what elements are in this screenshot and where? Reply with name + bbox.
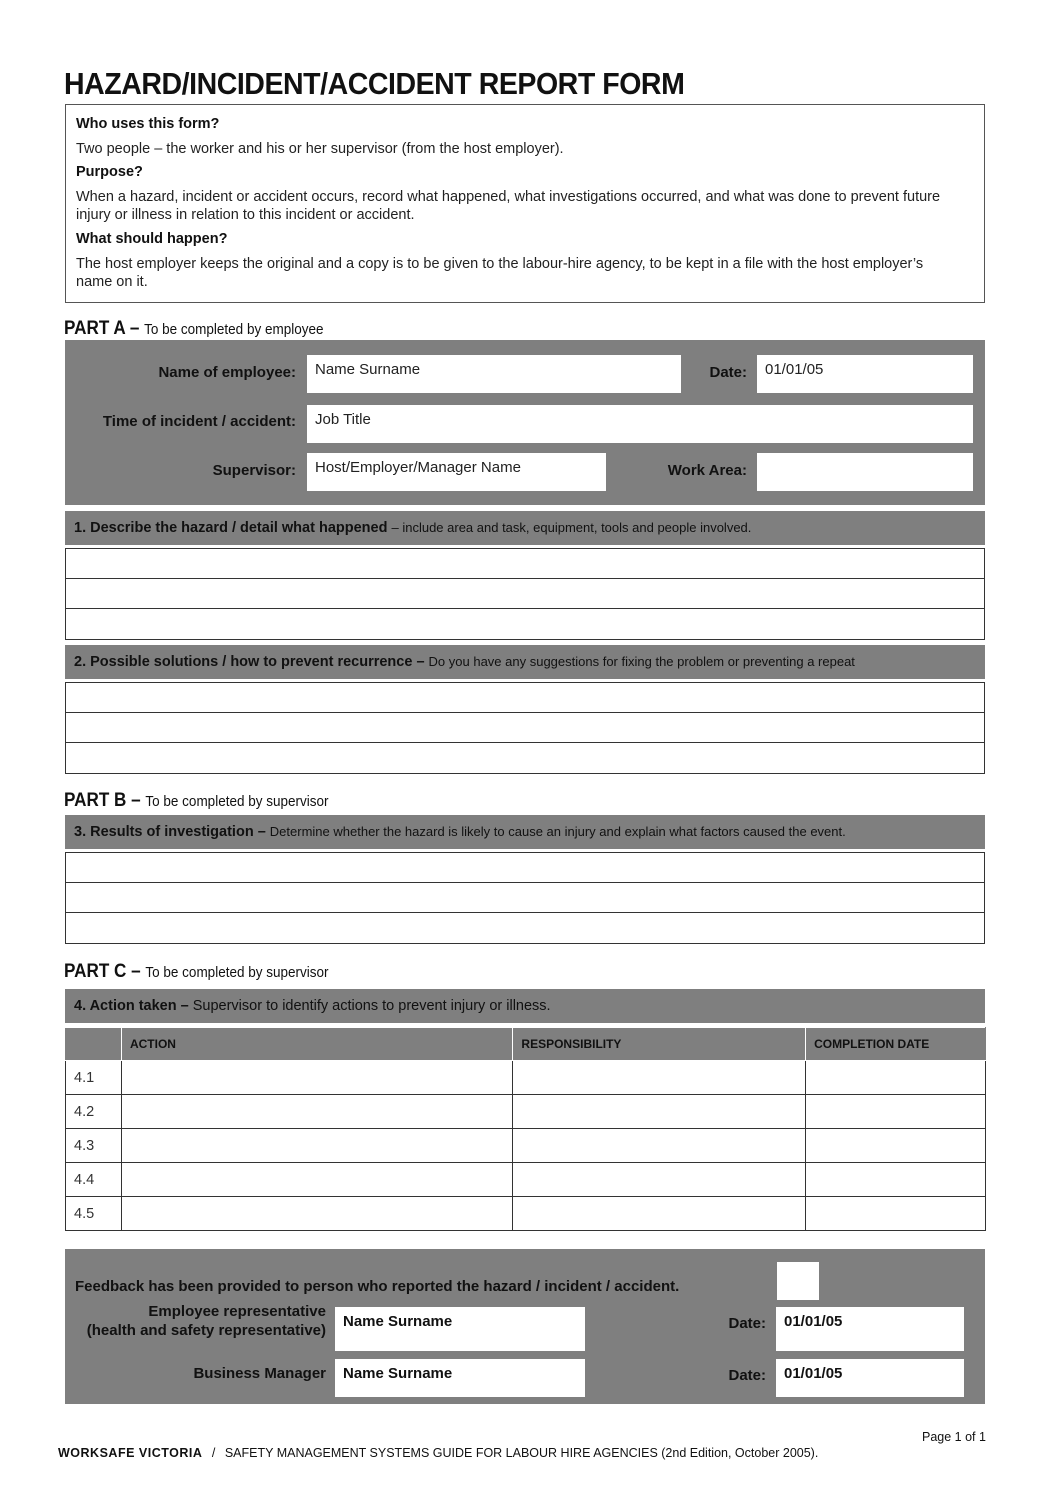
table-row xyxy=(66,1095,986,1129)
employee-rep-field[interactable]: Name Surname xyxy=(335,1307,585,1351)
responsibility-cell[interactable] xyxy=(513,1129,806,1163)
footer xyxy=(58,1446,818,1460)
writing-line[interactable] xyxy=(66,713,984,743)
feedback-date1-field[interactable]: 01/01/05 xyxy=(776,1307,964,1351)
responsibility-cell[interactable] xyxy=(513,1197,806,1231)
row-number: 4.5 xyxy=(66,1197,122,1231)
action-number-header xyxy=(66,1028,122,1061)
employee-name-label: Name of employee: xyxy=(158,364,296,381)
part-b-heading xyxy=(64,790,329,812)
action-table xyxy=(65,1027,986,1231)
action-cell[interactable] xyxy=(121,1129,512,1163)
table-row xyxy=(66,1061,986,1095)
intro-question-who: Who uses this form? xyxy=(76,116,220,132)
part-c-heading xyxy=(64,961,329,983)
intro-question-purpose: Purpose? xyxy=(76,164,143,180)
responsibility-header: RESPONSIBILITY xyxy=(513,1028,806,1061)
part-c-subtitle: To be completed by supervisor xyxy=(145,964,329,981)
part-b-label: PART B – xyxy=(64,790,141,811)
writing-line[interactable] xyxy=(66,743,984,773)
form-title: HAZARD/INCIDENT/ACCIDENT REPORT FORM xyxy=(64,66,685,101)
footer-org: WORKSAFE VICTORIA xyxy=(58,1446,203,1460)
employee-name-field[interactable]: Name Surname xyxy=(307,355,681,393)
supervisor-label: Supervisor: xyxy=(212,462,296,479)
row-number: 4.4 xyxy=(66,1163,122,1197)
part-b-subtitle: To be completed by supervisor xyxy=(145,793,329,810)
completion-date-cell[interactable] xyxy=(806,1197,986,1231)
writing-line[interactable] xyxy=(66,883,984,913)
writing-line[interactable] xyxy=(66,913,984,943)
section-1-lines[interactable] xyxy=(65,548,985,640)
section-1-description: – include area and task, equipment, tools and people involved. xyxy=(391,520,752,535)
section-1-title: 1. Describe the hazard / detail what happened xyxy=(74,520,388,536)
action-header: ACTION xyxy=(121,1028,512,1061)
business-manager-label: Business Manager xyxy=(193,1365,326,1382)
responsibility-cell[interactable] xyxy=(513,1061,806,1095)
writing-line[interactable] xyxy=(66,683,984,713)
feedback-date2-field[interactable]: 01/01/05 xyxy=(776,1359,964,1397)
table-row xyxy=(66,1197,986,1231)
employee-rep-label-line2: (health and safety representative) xyxy=(86,1322,326,1339)
business-manager-field[interactable]: Name Surname xyxy=(335,1359,585,1397)
responsibility-cell[interactable] xyxy=(513,1163,806,1197)
completion-date-cell[interactable] xyxy=(806,1061,986,1095)
completion-date-cell[interactable] xyxy=(806,1129,986,1163)
employee-rep-label-line1: Employee representative xyxy=(148,1303,326,1320)
part-c-label: PART C – xyxy=(64,961,141,982)
responsibility-cell[interactable] xyxy=(513,1095,806,1129)
section-2-header xyxy=(65,645,985,679)
date-label: Date: xyxy=(709,364,747,381)
intro-answer-purpose: When a hazard, incident or accident occurs, record what happened, what investigations occurred, and what was done to prevent future injury or illness in relation to this incident or accident. xyxy=(76,189,941,223)
feedback-date1-label: Date: xyxy=(728,1315,766,1332)
feedback-date2-label: Date: xyxy=(728,1367,766,1384)
section-3-header xyxy=(65,815,985,849)
page-number: Page 1 of 1 xyxy=(922,1430,986,1444)
incident-time-field[interactable]: Job Title xyxy=(307,405,973,443)
footer-text: SAFETY MANAGEMENT SYSTEMS GUIDE FOR LABOUR HIRE AGENCIES (2nd Edition, October 2005). xyxy=(224,1446,819,1460)
part-a-subtitle: To be completed by employee xyxy=(144,321,324,338)
date-field[interactable]: 01/01/05 xyxy=(757,355,973,393)
action-cell[interactable] xyxy=(121,1197,512,1231)
work-area-field[interactable] xyxy=(757,453,973,491)
section-2-lines[interactable] xyxy=(65,682,985,774)
footer-separator: / xyxy=(211,1446,216,1460)
feedback-checkbox[interactable] xyxy=(777,1262,819,1300)
completion-date-cell[interactable] xyxy=(806,1163,986,1197)
employee-rep-label xyxy=(66,1302,326,1340)
section-3-lines[interactable] xyxy=(65,852,985,944)
row-number: 4.2 xyxy=(66,1095,122,1129)
section-3-description: Determine whether the hazard is likely to cause an injury and explain what factors caused the event. xyxy=(269,824,846,839)
writing-line[interactable] xyxy=(66,853,984,883)
action-cell[interactable] xyxy=(121,1163,512,1197)
intro-question-what: What should happen? xyxy=(76,231,228,247)
section-4-title: 4. Action taken – xyxy=(74,998,189,1014)
incident-time-label: Time of incident / accident: xyxy=(102,413,296,430)
part-a-label: PART A – xyxy=(64,318,140,339)
writing-line[interactable] xyxy=(66,549,984,579)
table-row xyxy=(66,1163,986,1197)
section-2-title: 2. Possible solutions / how to prevent recurrence – xyxy=(74,654,425,670)
section-4-description: Supervisor to identify actions to prevent injury or illness. xyxy=(192,998,551,1014)
supervisor-field[interactable]: Host/Employer/Manager Name xyxy=(307,453,606,491)
intro-answer-what: The host employer keeps the original and a copy is to be given to the labour-hire agency, to be kept in a file with the host employer’s name on it. xyxy=(76,256,924,290)
section-4-header xyxy=(65,989,985,1023)
feedback-statement: Feedback has been provided to person who reported the hazard / incident / accident. xyxy=(75,1278,680,1295)
row-number: 4.3 xyxy=(66,1129,122,1163)
writing-line[interactable] xyxy=(66,609,984,639)
section-3-title: 3. Results of investigation – xyxy=(74,824,266,840)
intro-answer-who: Two people – the worker and his or her supervisor (from the host employer). xyxy=(76,141,564,157)
completion-date-cell[interactable] xyxy=(806,1095,986,1129)
action-cell[interactable] xyxy=(121,1095,512,1129)
completion-date-header: COMPLETION DATE xyxy=(806,1028,986,1061)
part-a-heading xyxy=(64,318,323,340)
table-row xyxy=(66,1129,986,1163)
writing-line[interactable] xyxy=(66,579,984,609)
section-2-description: Do you have any suggestions for fixing the problem or preventing a repeat xyxy=(428,654,855,669)
section-1-header xyxy=(65,511,985,545)
row-number: 4.1 xyxy=(66,1061,122,1095)
action-cell[interactable] xyxy=(121,1061,512,1095)
intro-box xyxy=(65,104,985,303)
work-area-label: Work Area: xyxy=(667,462,747,479)
